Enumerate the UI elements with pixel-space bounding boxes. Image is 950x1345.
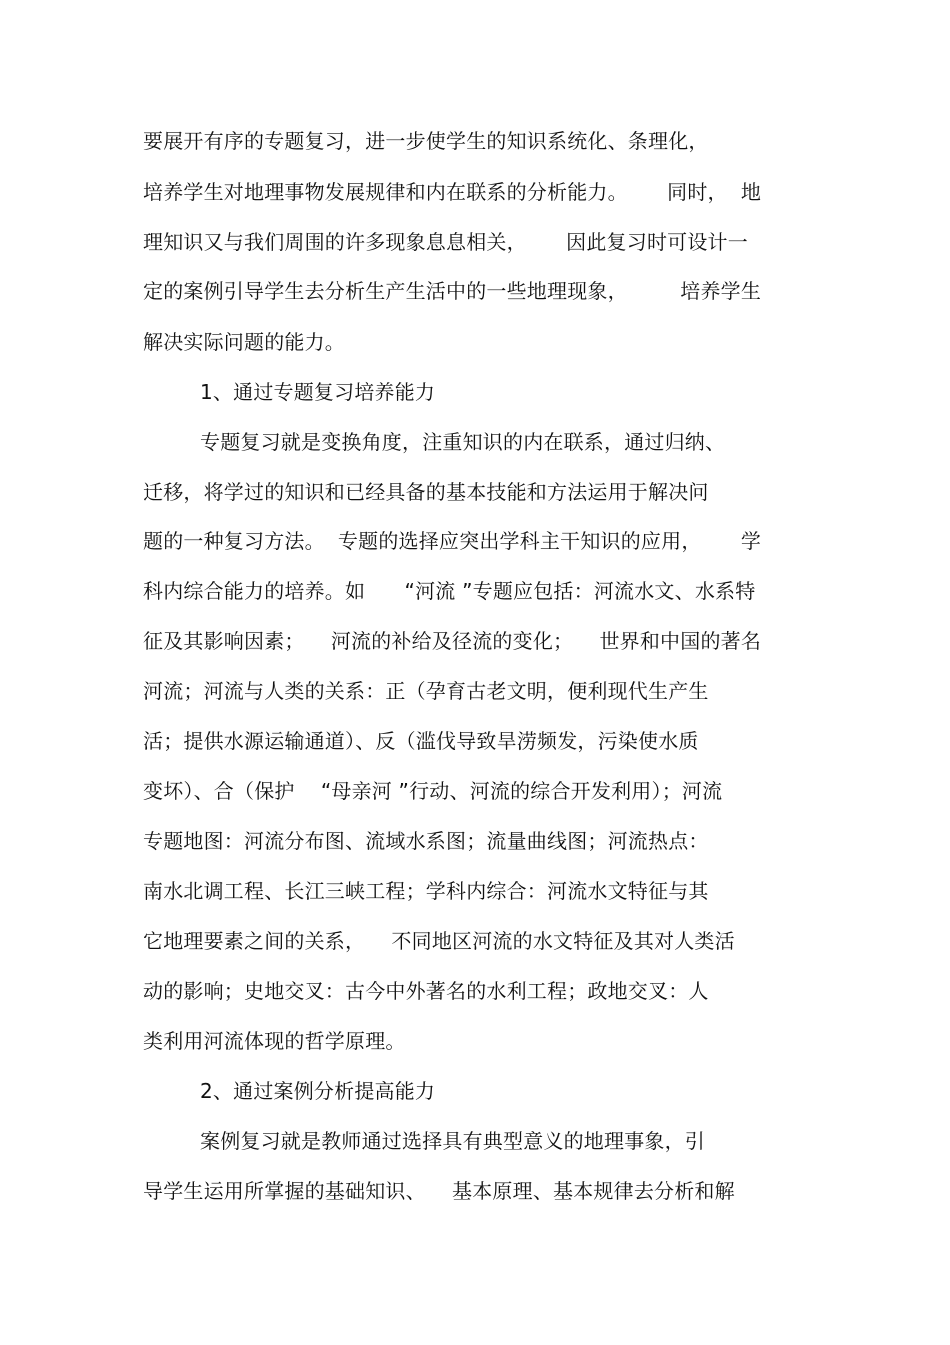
paragraph-line: 南水北调工程、长江三峡工程；学科内综合：河流水文特征与其	[143, 879, 709, 903]
paragraph-line: 解决实际问题的能力。	[143, 330, 345, 354]
paragraph-line: 活；提供水源运输通道）、反（滥伐导致旱涝频发，污染使水质	[143, 729, 699, 753]
paragraph-line: 科内综合能力的培养。如 “河流 ”专题应包括：河流水文、水系特	[143, 579, 756, 603]
paragraph-line: 变坏）、合（保护 “母亲河 ”行动、河流的综合开发利用）；河流	[143, 779, 723, 803]
paragraph-line: 征及其影响因素； 河流的补给及径流的变化； 世界和中国的著名	[143, 629, 762, 653]
paragraph-line: 培养学生对地理事物发展规律和内在联系的分析能力。 同时， 地	[143, 180, 762, 204]
paragraph-line: 要展开有序的专题复习，进一步使学生的知识系统化、条理化，	[143, 129, 709, 153]
paragraph-line: 动的影响；史地交叉：古今中外著名的水利工程；政地交叉：人	[143, 979, 709, 1003]
paragraph-line: 类利用河流体现的哲学原理。	[143, 1029, 406, 1053]
paragraph-line: 专题复习就是变换角度，注重知识的内在联系，通过归纳、	[200, 430, 726, 454]
section-heading: 2、通过案例分析提高能力	[200, 1079, 436, 1103]
paragraph-line: 迁移，将学过的知识和已经具备的基本技能和方法运用于解决问	[143, 480, 709, 504]
paragraph-line: 题的一种复习方法。 专题的选择应突出学科主干知识的应用， 学	[143, 529, 762, 553]
paragraph-line: 河流；河流与人类的关系：正（孕育古老文明，便利现代生产生	[143, 679, 709, 703]
paragraph-line: 导学生运用所掌握的基础知识、 基本原理、基本规律去分析和解	[143, 1179, 735, 1203]
section-heading: 1、通过专题复习培养能力	[200, 380, 436, 404]
paragraph-line: 理知识又与我们周围的许多现象息息相关， 因此复习时可设计一	[143, 230, 748, 254]
paragraph-line: 专题地图：河流分布图、流域水系图；流量曲线图；河流热点：	[143, 829, 709, 853]
paragraph-line: 定的案例引导学生去分析生产生活中的一些地理现象， 培养学生	[143, 279, 762, 303]
paragraph-line: 它地理要素之间的关系， 不同地区河流的水文特征及其对人类活	[143, 929, 735, 953]
paragraph-line: 案例复习就是教师通过选择具有典型意义的地理事象，引	[200, 1129, 705, 1153]
